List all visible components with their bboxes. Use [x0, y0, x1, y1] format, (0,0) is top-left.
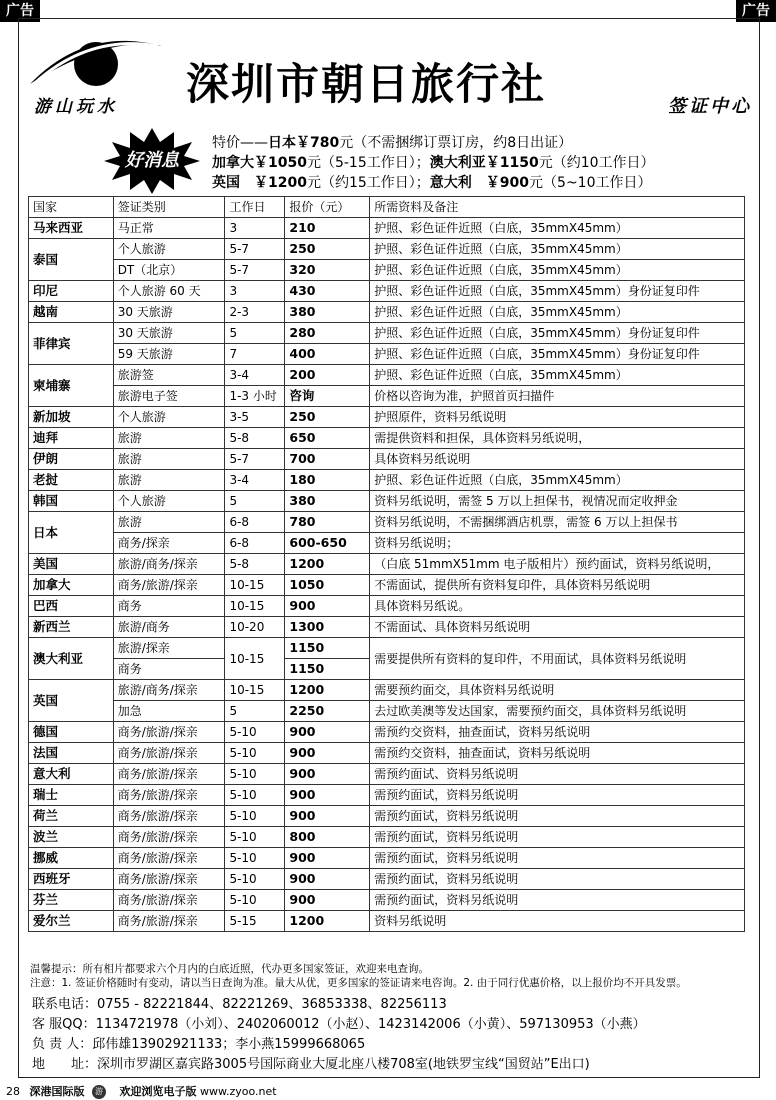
visa-type-cell: 商务 [113, 659, 225, 680]
workdays-cell: 10-15 [225, 596, 285, 617]
price-cell: 900 [285, 869, 370, 890]
visa-type-cell: 旅游/商务/探亲 [113, 680, 225, 701]
table-row [29, 722, 745, 743]
price-cell: 250 [285, 407, 370, 428]
table-row [29, 260, 745, 281]
price-cell: 900 [285, 785, 370, 806]
price-cell: 1300 [285, 617, 370, 638]
notes-cell: 护照、彩色证件近照（白底，35mmX45mm） [370, 470, 745, 491]
price-cell: 1200 [285, 680, 370, 701]
notes-cell: 护照、彩色证件近照（白底，35mmX45mm） [370, 302, 745, 323]
notes [30, 962, 687, 990]
notes-cell: 具体资料另纸说。 [370, 596, 745, 617]
workdays-cell: 6-8 [225, 533, 285, 554]
table-row [29, 596, 745, 617]
ad-label-left: 广告 [0, 0, 40, 22]
visa-type-cell: 商务/旅游/探亲 [113, 806, 225, 827]
price-cell: 320 [285, 260, 370, 281]
page-number: 28 [6, 1085, 20, 1098]
contact-person: 负 责 人：邱伟雄13902921133；李小燕15999668065 [32, 1037, 366, 1052]
country-cell: 澳大利亚 [29, 638, 114, 680]
price-cell: 900 [285, 764, 370, 785]
table-row [29, 449, 745, 470]
notes-cell: 护照、彩色证件近照（白底，35mmX45mm） [370, 218, 745, 239]
notes-attention: 注意：1. 签证价格随时有变动，请以当日查询为准。量大从优，更多国家的签证请来电咨询。2. 由于同行优惠价格，以上报价均不开具发票。 [30, 977, 687, 989]
workdays-cell: 5 [225, 701, 285, 722]
visa-type-cell: 个人旅游 [113, 239, 225, 260]
workdays-cell: 5-10 [225, 848, 285, 869]
notes-cell: 需预约面试、资料另纸说明 [370, 764, 745, 785]
price-cell: 380 [285, 491, 370, 512]
visa-type-cell: 商务/旅游/探亲 [113, 911, 225, 932]
workdays-cell: 5-8 [225, 554, 285, 575]
visa-type-cell: DT（北京） [113, 260, 225, 281]
country-cell: 新加坡 [29, 407, 114, 428]
workdays-cell: 3-4 [225, 470, 285, 491]
price-cell: 1200 [285, 554, 370, 575]
table-row [29, 701, 745, 722]
notes-cell: 护照、彩色证件近照（白底，35mmX45mm）身份证复印件 [370, 344, 745, 365]
notes-cell: 去过欧美澳等发达国家，需要预约面交，具体资料另纸说明 [370, 701, 745, 722]
workdays-cell: 5-10 [225, 764, 285, 785]
workdays-cell: 10-20 [225, 617, 285, 638]
table-row [29, 344, 745, 365]
country-cell: 菲律宾 [29, 323, 114, 365]
price-cell: 2250 [285, 701, 370, 722]
price-cell: 180 [285, 470, 370, 491]
table-row [29, 680, 745, 701]
table-row [29, 911, 745, 932]
country-cell: 瑞士 [29, 785, 114, 806]
workdays-cell: 10-15 [225, 680, 285, 701]
price-cell: 1200 [285, 911, 370, 932]
country-cell: 法国 [29, 743, 114, 764]
workdays-cell: 5-15 [225, 911, 285, 932]
price-cell: 430 [285, 281, 370, 302]
notes-cell: 需预约面试，资料另纸说明 [370, 827, 745, 848]
visa-type-cell: 旅游 [113, 512, 225, 533]
visa-center-label: 签证中心 [668, 96, 752, 117]
price-cell: 380 [285, 302, 370, 323]
notes-cell: 价格以咨询为准，护照首页扫描件 [370, 386, 745, 407]
notes-cell: 护照、彩色证件近照（白底，35mmX45mm） [370, 239, 745, 260]
country-cell: 马来西亚 [29, 218, 114, 239]
contact-info [32, 995, 646, 1075]
ad-label-right: 广告 [736, 0, 776, 22]
promo-line-3: 英国 ￥1200元（约15工作日）；意大利 ￥900元（5~10工作日） [212, 175, 652, 191]
workdays-cell: 2-3 [225, 302, 285, 323]
sun-swoosh-logo-icon [26, 32, 166, 92]
workdays-cell: 3-4 [225, 365, 285, 386]
table-row [29, 218, 745, 239]
zyoo-logo-icon: 游 [92, 1085, 106, 1099]
visa-type-cell: 商务/探亲 [113, 533, 225, 554]
notes-cell: 不需面试，提供所有资料复印件，具体资料另纸说明 [370, 575, 745, 596]
visa-type-cell: 30 天旅游 [113, 302, 225, 323]
table-row [29, 806, 745, 827]
edition-label: 深港国际版 [29, 1085, 85, 1098]
notes-cell: 需预约面试，资料另纸说明 [370, 890, 745, 911]
notes-cell: 护照、彩色证件近照（白底，35mmX45mm） [370, 365, 745, 386]
promo-line-2: 加拿大￥1050元（5-15工作日）；澳大利亚￥1150元（约10工作日） [212, 155, 655, 171]
visa-type-cell: 旅游签 [113, 365, 225, 386]
country-cell: 越南 [29, 302, 114, 323]
workdays-cell: 5-10 [225, 785, 285, 806]
workdays-cell: 5 [225, 323, 285, 344]
visa-type-cell: 旅游/探亲 [113, 638, 225, 659]
notes-cell: 资料另纸说明，需签 5 万以上担保书，视情况而定收押金 [370, 491, 745, 512]
visa-type-cell: 马正常 [113, 218, 225, 239]
notes-cell: 需预约面试，资料另纸说明 [370, 785, 745, 806]
country-cell: 加拿大 [29, 575, 114, 596]
notes-cell: 护照、彩色证件近照（白底，35mmX45mm） [370, 260, 745, 281]
country-cell: 西班牙 [29, 869, 114, 890]
price-cell: 780 [285, 512, 370, 533]
notes-cell: 需预约面试，资料另纸说明 [370, 848, 745, 869]
notes-cell: 需预约交资料，抽查面试，资料另纸说明 [370, 743, 745, 764]
country-cell: 老挝 [29, 470, 114, 491]
workdays-cell: 5-8 [225, 428, 285, 449]
visa-type-cell: 商务/旅游/探亲 [113, 575, 225, 596]
table-header-row [29, 197, 745, 218]
country-cell: 巴西 [29, 596, 114, 617]
notes-cell: 具体资料另纸说明 [370, 449, 745, 470]
site-url: www.zyoo.net [200, 1085, 277, 1098]
header-visa-type: 签证类别 [113, 197, 225, 218]
contact-address: 地 址：深圳市罗湖区嘉宾路3005号国际商业大厦北座八楼708室(地铁罗宝线“国贸站”E出口) [32, 1057, 590, 1072]
visa-type-cell: 个人旅游 60 天 [113, 281, 225, 302]
workdays-cell: 5-10 [225, 722, 285, 743]
visa-type-cell: 商务/旅游/探亲 [113, 848, 225, 869]
page-footer [6, 1083, 277, 1099]
price-cell: 900 [285, 848, 370, 869]
header-country: 国家 [29, 197, 114, 218]
notes-cell: 护照、彩色证件近照（白底，35mmX45mm）身份证复印件 [370, 281, 745, 302]
table-row [29, 365, 745, 386]
visa-price-table [28, 196, 745, 932]
workdays-cell: 5-10 [225, 869, 285, 890]
header-workdays: 工作日 [225, 197, 285, 218]
visa-type-cell: 商务/旅游/探亲 [113, 890, 225, 911]
table-row [29, 386, 745, 407]
visa-type-cell: 旅游/商务/探亲 [113, 554, 225, 575]
price-cell: 400 [285, 344, 370, 365]
visa-type-cell: 旅游 [113, 449, 225, 470]
visa-type-cell: 商务/旅游/探亲 [113, 743, 225, 764]
workdays-cell: 10-15 [225, 575, 285, 596]
table-row [29, 239, 745, 260]
price-cell: 700 [285, 449, 370, 470]
table-row [29, 512, 745, 533]
table-row [29, 281, 745, 302]
table-row [29, 890, 745, 911]
notes-cell: 需预约交资料，抽查面试，资料另纸说明 [370, 722, 745, 743]
table-row [29, 638, 745, 659]
price-cell: 200 [285, 365, 370, 386]
table-row [29, 323, 745, 344]
contact-qq: 客 服QQ：1134721978（小刘）、2402060012（小赵）、1423142006（小黄）、597130953（小燕） [32, 1017, 646, 1032]
logo-slogan: 游山玩水 [34, 97, 118, 117]
promo-line-1: 特价——日本￥780元（不需捆绑订票订房，约8日出证） [212, 135, 573, 151]
notes-cell: 资料另纸说明 [370, 911, 745, 932]
workdays-cell: 7 [225, 344, 285, 365]
workdays-cell: 5-7 [225, 239, 285, 260]
visa-type-cell: 旅游电子签 [113, 386, 225, 407]
welcome-label: 欢迎浏览电子版 [119, 1085, 197, 1098]
notes-cell: 需要提供所有资料的复印件，不用面试，具体资料另纸说明 [370, 638, 745, 680]
workdays-cell: 1-3 小时 [225, 386, 285, 407]
header-notes: 所需资料及备注 [370, 197, 745, 218]
table-row [29, 575, 745, 596]
workdays-cell: 5-10 [225, 827, 285, 848]
workdays-cell: 5 [225, 491, 285, 512]
country-cell: 迪拜 [29, 428, 114, 449]
notes-cell: 护照、彩色证件近照（白底，35mmX45mm）身份证复印件 [370, 323, 745, 344]
country-cell: 挪威 [29, 848, 114, 869]
country-cell: 印尼 [29, 281, 114, 302]
price-cell: 600-650 [285, 533, 370, 554]
workdays-cell: 3 [225, 218, 285, 239]
country-cell: 荷兰 [29, 806, 114, 827]
workdays-cell: 5-7 [225, 260, 285, 281]
visa-type-cell: 旅游/商务 [113, 617, 225, 638]
price-cell: 250 [285, 239, 370, 260]
notes-cell: 护照原件，资料另纸说明 [370, 407, 745, 428]
country-cell: 新西兰 [29, 617, 114, 638]
visa-type-cell: 商务/旅游/探亲 [113, 827, 225, 848]
notes-cell: 资料另纸说明，不需捆绑酒店机票，需签 6 万以上担保书 [370, 512, 745, 533]
table-row [29, 785, 745, 806]
price-cell: 280 [285, 323, 370, 344]
country-cell: 爱尔兰 [29, 911, 114, 932]
visa-type-cell: 30 天旅游 [113, 323, 225, 344]
table-row [29, 533, 745, 554]
country-cell: 芬兰 [29, 890, 114, 911]
notes-cell: 需提供资料和担保，具体资料另纸说明， [370, 428, 745, 449]
notes-cell: 需预约面试，资料另纸说明 [370, 806, 745, 827]
visa-type-cell: 商务 [113, 596, 225, 617]
price-cell: 1150 [285, 659, 370, 680]
visa-type-cell: 商务/旅游/探亲 [113, 722, 225, 743]
visa-type-cell: 个人旅游 [113, 407, 225, 428]
workdays-cell: 10-15 [225, 638, 285, 680]
notes-tip: 温馨提示：所有相片都要求六个月内的白底近照，代办更多国家签证，欢迎来电查询。 [30, 963, 429, 975]
visa-table-body [29, 218, 745, 932]
price-cell: 900 [285, 743, 370, 764]
visa-type-cell: 个人旅游 [113, 491, 225, 512]
visa-type-cell: 加急 [113, 701, 225, 722]
table-row [29, 848, 745, 869]
country-cell: 韩国 [29, 491, 114, 512]
visa-type-cell: 商务/旅游/探亲 [113, 869, 225, 890]
country-cell: 柬埔寨 [29, 365, 114, 407]
price-cell: 800 [285, 827, 370, 848]
price-cell: 210 [285, 218, 370, 239]
workdays-cell: 5-10 [225, 890, 285, 911]
workdays-cell: 3-5 [225, 407, 285, 428]
price-cell: 900 [285, 890, 370, 911]
promo-badge: 好消息 [125, 150, 179, 171]
price-cell: 900 [285, 722, 370, 743]
country-cell: 英国 [29, 680, 114, 722]
workdays-cell: 5-10 [225, 806, 285, 827]
table-row [29, 491, 745, 512]
contact-phone: 联系电话：0755 - 82221844、82221269、36853338、82256113 [32, 997, 447, 1012]
country-cell: 伊朗 [29, 449, 114, 470]
notes-cell: 不需面试、具体资料另纸说明 [370, 617, 745, 638]
table-row [29, 617, 745, 638]
workdays-cell: 6-8 [225, 512, 285, 533]
country-cell: 德国 [29, 722, 114, 743]
price-cell: 900 [285, 596, 370, 617]
price-cell: 650 [285, 428, 370, 449]
table-row [29, 554, 745, 575]
table-row [29, 302, 745, 323]
notes-cell: 需要预约面交，具体资料另纸说明 [370, 680, 745, 701]
notes-cell: （白底 51mmX51mm 电子版相片）预约面试，资料另纸说明， [370, 554, 745, 575]
price-cell: 900 [285, 806, 370, 827]
country-cell: 泰国 [29, 239, 114, 281]
visa-type-cell: 59 天旅游 [113, 344, 225, 365]
header-price: 报价（元） [285, 197, 370, 218]
workdays-cell: 3 [225, 281, 285, 302]
country-cell: 日本 [29, 512, 114, 554]
visa-type-cell: 旅游 [113, 428, 225, 449]
table-row [29, 764, 745, 785]
price-cell: 1050 [285, 575, 370, 596]
country-cell: 美国 [29, 554, 114, 575]
table-row [29, 869, 745, 890]
table-row [29, 428, 745, 449]
notes-cell: 需预约面试，资料另纸说明 [370, 869, 745, 890]
country-cell: 波兰 [29, 827, 114, 848]
visa-type-cell: 商务/旅游/探亲 [113, 785, 225, 806]
country-cell: 意大利 [29, 764, 114, 785]
price-cell: 咨询 [285, 386, 370, 407]
visa-type-cell: 商务/旅游/探亲 [113, 764, 225, 785]
table-row [29, 470, 745, 491]
notes-cell: 资料另纸说明； [370, 533, 745, 554]
visa-type-cell: 旅游 [113, 470, 225, 491]
workdays-cell: 5-10 [225, 743, 285, 764]
company-name: 深圳市朝日旅行社 [186, 60, 546, 110]
table-row [29, 743, 745, 764]
table-row [29, 827, 745, 848]
price-cell: 1150 [285, 638, 370, 659]
table-row [29, 407, 745, 428]
workdays-cell: 5-7 [225, 449, 285, 470]
